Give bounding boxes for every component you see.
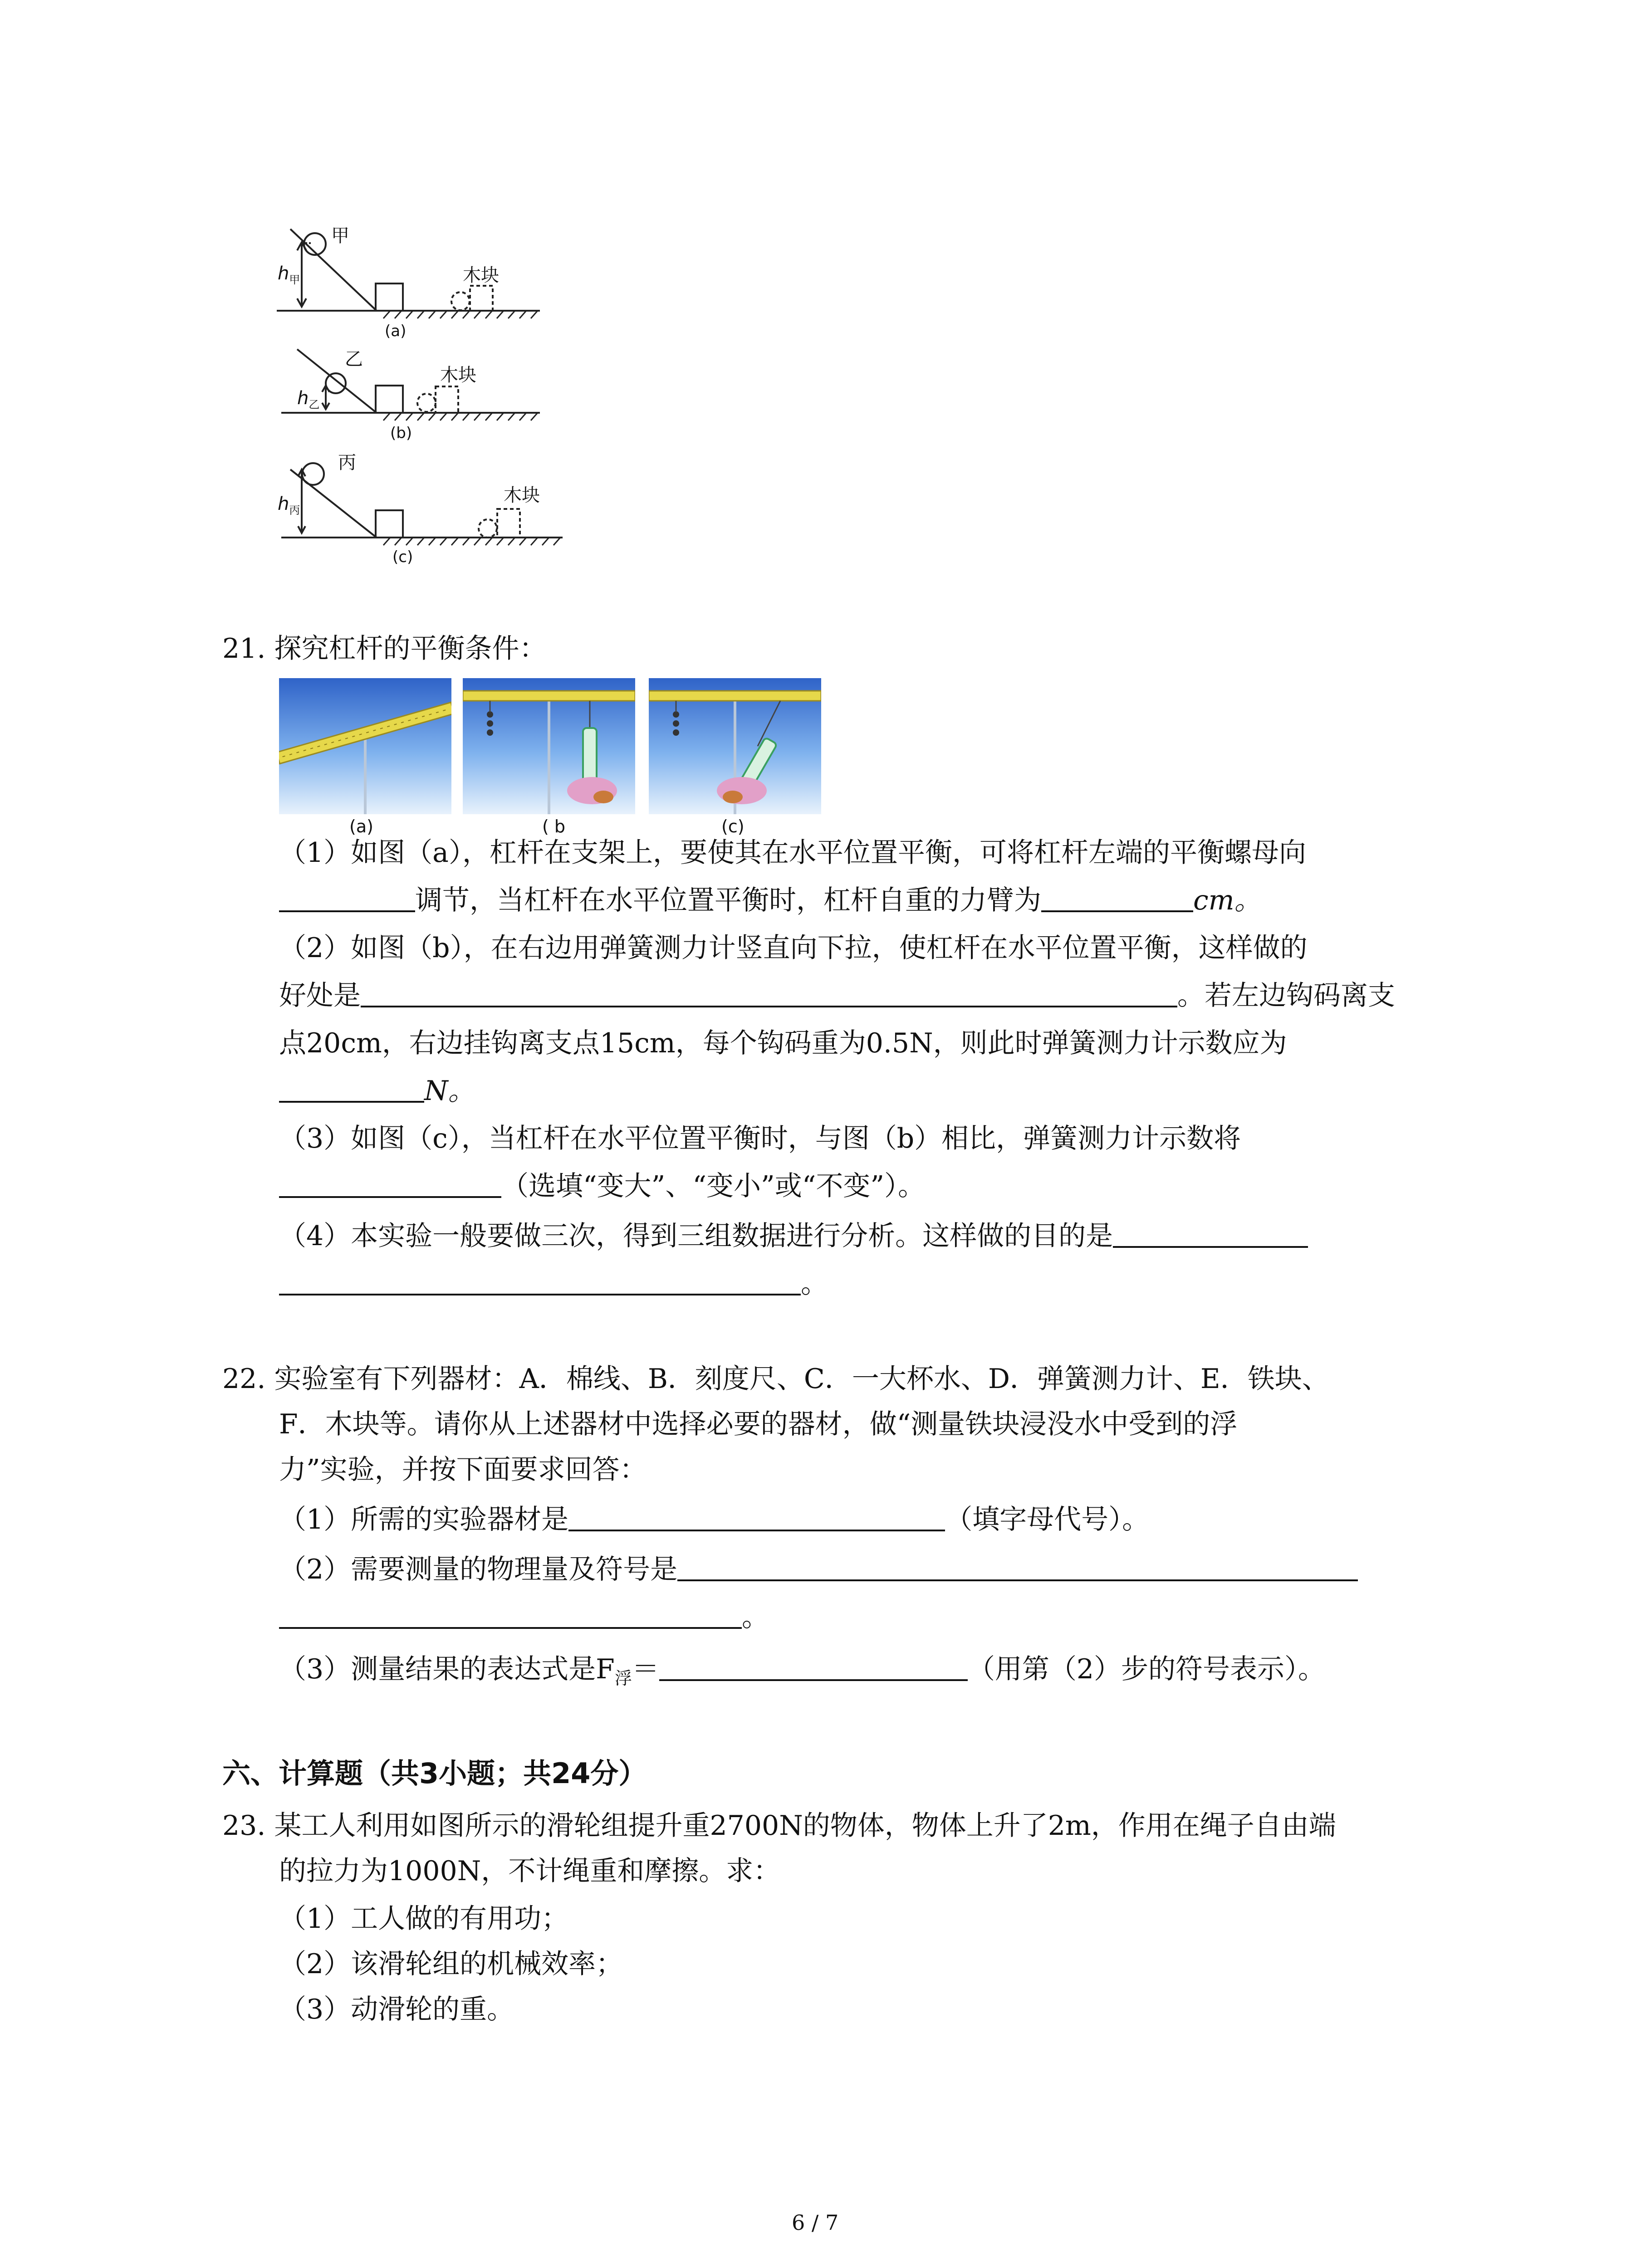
section-heading: 六、计算题（共3小题；共24分） (222, 1757, 647, 1790)
q21-part1-line1: （1）如图（a），杠杆在支架上，要使其在水平位置平衡，可将杠杆左端的平衡螺母向 (279, 837, 1306, 869)
answer-blank-benefit[interactable] (361, 978, 1177, 1007)
panel-tag-a: (a) (385, 322, 407, 340)
lever-label-b: ( b (542, 816, 566, 836)
q21-part1-line2: 调节，当杠杆在水平位置平衡时，杠杆自重的力臂为 cm。 (279, 882, 1262, 919)
block-label-c: 木块 (504, 485, 540, 506)
lever-photo-c (649, 678, 821, 814)
answer-blank-quantities-1[interactable] (677, 1551, 1358, 1581)
ball-label-c: 丙 (338, 452, 356, 473)
q22-part3: （3）测量结果的表达式是$F_浮=$ （用第（2）步的符号表示）。 (279, 1651, 1325, 1696)
question-23 (222, 1808, 1447, 2062)
answer-blank-equipment[interactable] (568, 1501, 945, 1531)
q21-title: 探究杠杆的平衡条件： (274, 633, 547, 665)
panel-tag-b: (b) (390, 424, 412, 442)
q23-part1: （1）工人做的有用功； (279, 1903, 569, 1935)
height-label-a: $h_甲$ (278, 263, 300, 286)
q21-part4-line2: 。 (279, 1266, 828, 1302)
q23-part2: （2）该滑轮组的机械效率； (279, 1948, 623, 1980)
q23-part3: （3）动滑轮的重。 (279, 1994, 514, 2025)
lever-label-a: (a) (349, 816, 373, 836)
height-label-c: $h_丙$ (278, 494, 300, 517)
ball-label-a: 甲 (331, 225, 349, 246)
answer-blank-purpose-1[interactable] (1113, 1218, 1308, 1248)
lever-photo-a (279, 678, 451, 814)
q22-part2-line2: 。 (279, 1599, 769, 1635)
q22-line3: 力”实验，并按下面要求回答： (279, 1454, 647, 1486)
q21-part3-line1: （3）如图（c），当杠杆在水平位置平衡时，与图（b）相比，弹簧测力计示数将 (279, 1123, 1241, 1154)
q21-part2-line4: N。 (279, 1073, 475, 1109)
q22-line1: 22. 实验室有下列器材：A．棉线、B．刻度尺、C．一大杯水、D．弹簧测力计、E．铁块、 (222, 1363, 1329, 1395)
height-label-b: $h_乙$ (297, 388, 320, 411)
q22-line2: F．木块等。请你从上述器材中选择必要的器材，做“测量铁块浸没水中受到的浮 (279, 1408, 1238, 1440)
q22-part2-line1: （2）需要测量的物理量及符号是 (279, 1551, 1358, 1588)
answer-blank-expression[interactable] (659, 1651, 968, 1681)
answer-blank-force[interactable] (279, 1073, 424, 1103)
lever-label-c: (c) (721, 816, 745, 836)
answer-blank-quantities-2[interactable] (279, 1599, 742, 1629)
q22-part1: （1）所需的实验器材是 （填字母代号）。 (279, 1501, 1149, 1538)
ball-label-b: 乙 (345, 349, 363, 370)
ramp-diagram (272, 213, 590, 585)
q23-line1: 23. 某工人利用如图所示的滑轮组提升重2700N的物体，物体上升了2m，作用在绳子自由端 (222, 1810, 1336, 1842)
q21-part3-line2: （选填“变大”、“变小”或“不变”）。 (279, 1168, 925, 1204)
q21-part4-line1: （4）本实验一般要做三次，得到三组数据进行分析。这样做的目的是 (279, 1218, 1308, 1254)
answer-blank-arm-length[interactable] (1041, 882, 1193, 912)
q21-number: 21. (222, 633, 266, 665)
panel-tag-c: (c) (392, 548, 413, 566)
answer-blank-change[interactable] (279, 1168, 501, 1198)
block-label-a: 木块 (463, 265, 499, 286)
question-22 (222, 1361, 1447, 1715)
page-number: 6 / 7 (792, 2210, 839, 2235)
q23-line2: 的拉力为1000N，不计绳重和摩擦。求： (279, 1855, 781, 1887)
q21-body (279, 835, 1459, 1334)
q21-heading (222, 631, 547, 667)
answer-blank-direction[interactable] (279, 882, 415, 912)
q21-part2-line2: 好处是 。若左边钩码离支 (279, 978, 1395, 1014)
lever-photo-b (463, 678, 635, 814)
q21-part2-line1: （2）如图（b），在右边用弹簧测力计竖直向下拉，使杠杆在水平位置平衡，这样做的 (279, 932, 1308, 964)
q21-part2-line3: 点20cm，右边挂钩离支点15cm，每个钩码重为0.5N，则此时弹簧测力计示数应为 (279, 1027, 1287, 1059)
ramp-figure (272, 213, 590, 585)
answer-blank-purpose-2[interactable] (279, 1266, 801, 1295)
block-label-b: 木块 (440, 365, 476, 386)
